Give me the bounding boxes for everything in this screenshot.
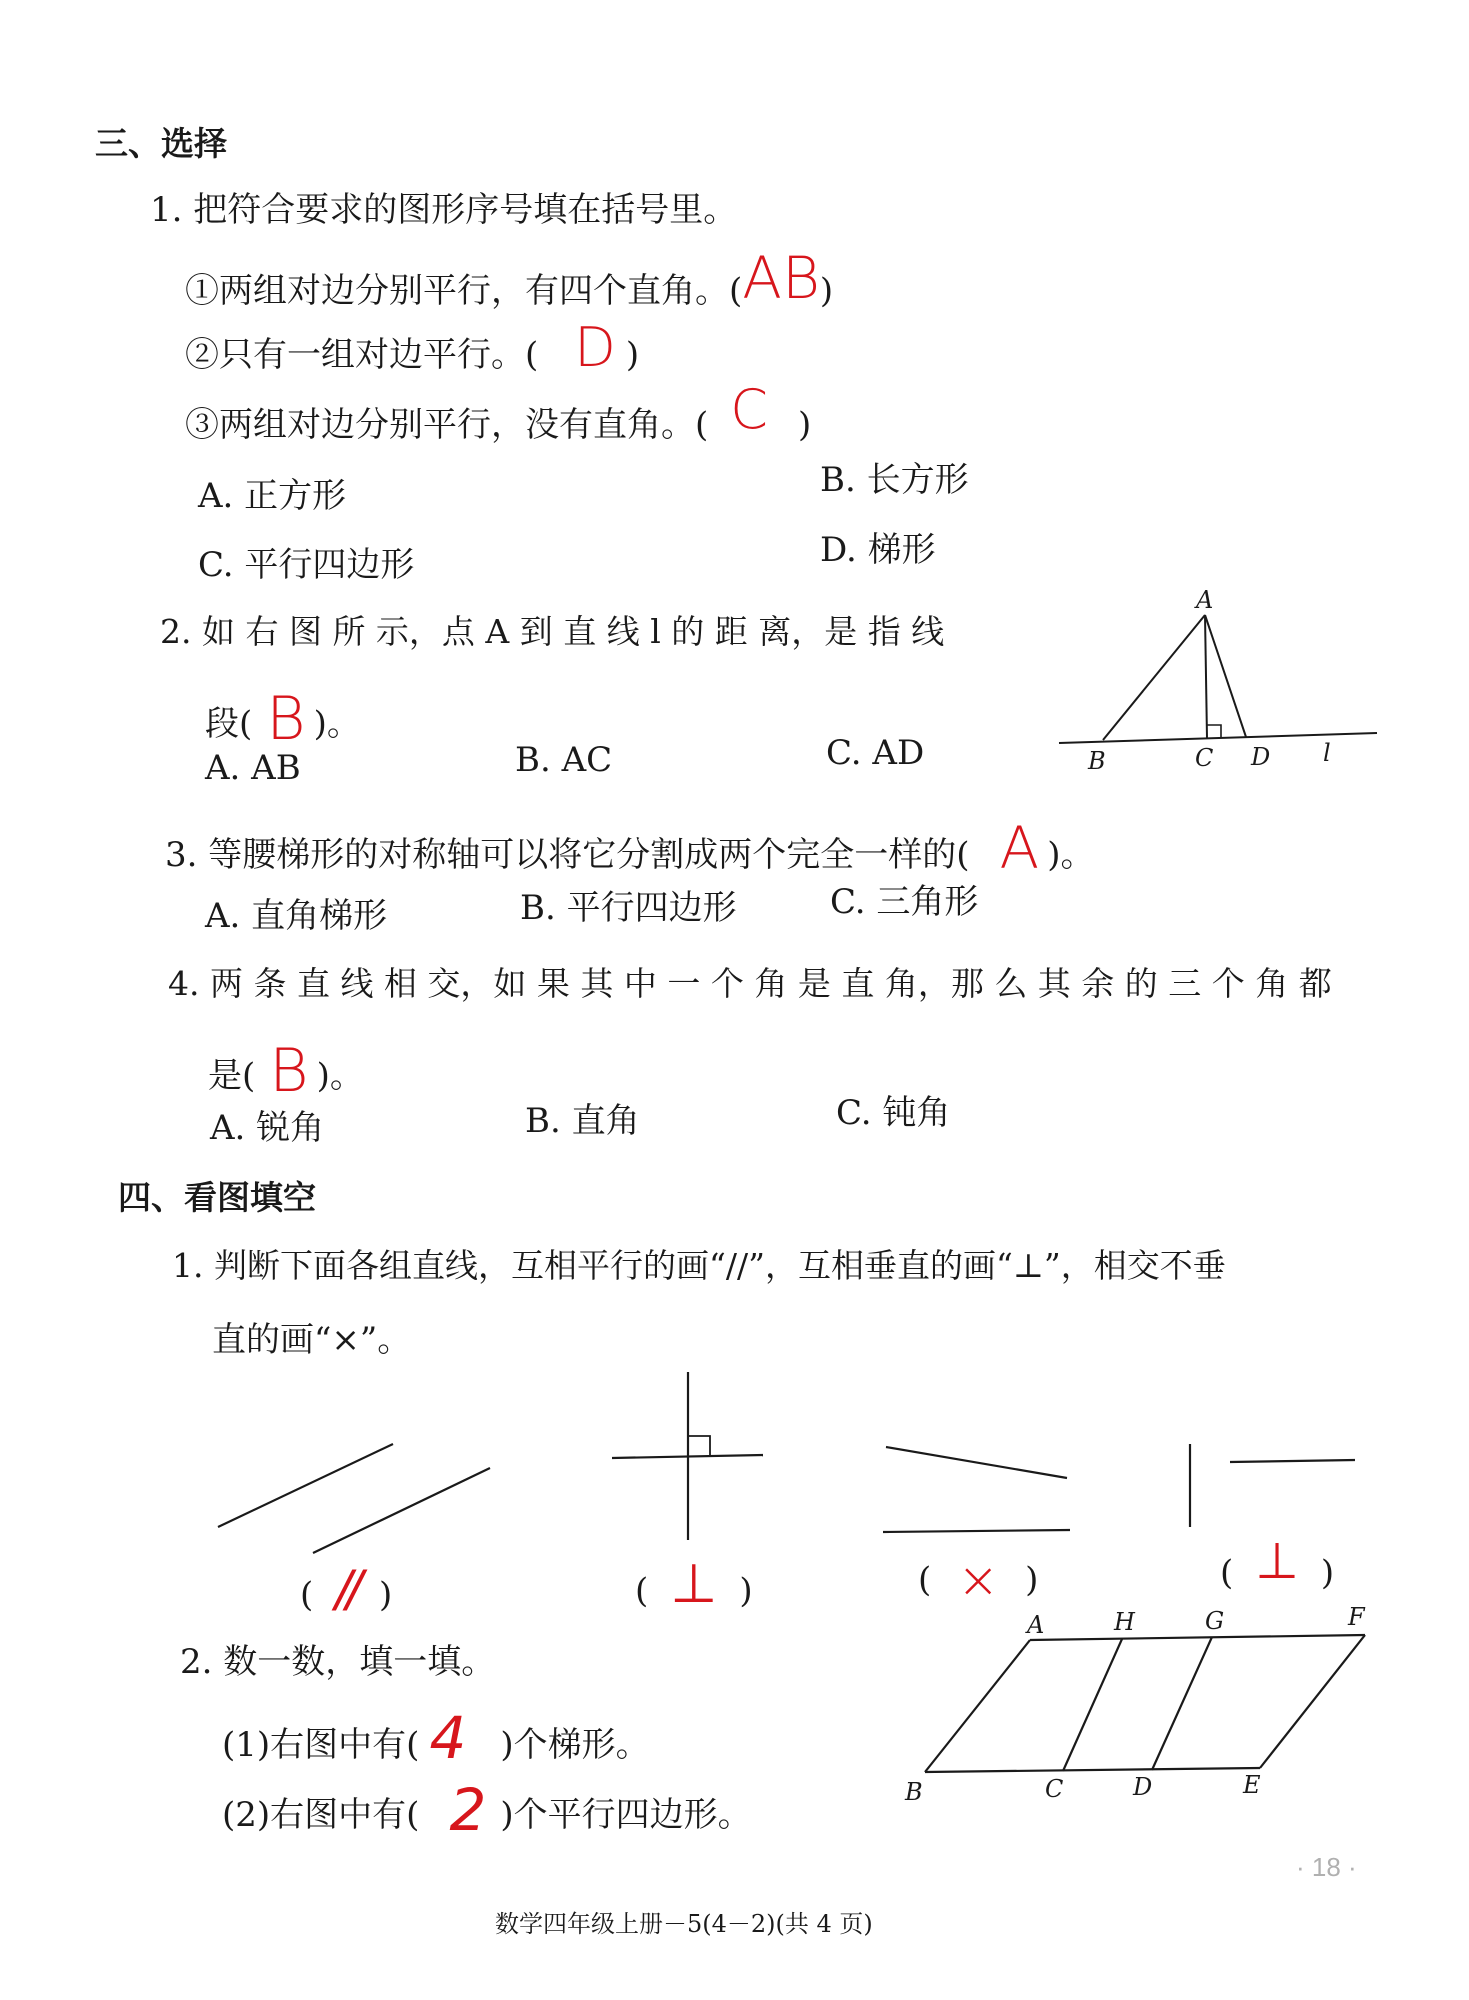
s4-q2-sub1-post: )个梯形。 xyxy=(500,1725,650,1765)
s4-q2-stem: 2. 数一数，填一填。 xyxy=(180,1642,496,1682)
q1-option-a: A. 正方形 xyxy=(198,476,347,516)
q2-label-b: B xyxy=(1088,747,1106,775)
paren-open: ( xyxy=(300,1575,314,1615)
q1-item-1-text: ①两组对边分别平行，有四个直角。( xyxy=(185,271,743,311)
lines-answer-2-value: ⊥ xyxy=(670,1552,718,1615)
q2-label-d: D xyxy=(1251,743,1271,771)
q1-option-b: B. 长方形 xyxy=(820,460,969,500)
s4-q2-sub1-pre: (1)右图中有( xyxy=(222,1725,420,1765)
fig-label-c: C xyxy=(1045,1775,1064,1803)
lines-answer-4-value: ⊥ xyxy=(1255,1532,1299,1590)
q1-option-c: C. 平行四边形 xyxy=(198,545,415,585)
q2-label-c: C xyxy=(1195,744,1214,772)
q1-item-3 xyxy=(185,378,812,449)
s4-q2-sub1-answer: 4 xyxy=(429,1704,467,1772)
lines-group-4-perpendicular xyxy=(1180,1440,1360,1530)
q4-option-c: C. 钝角 xyxy=(836,1093,951,1133)
q1-option-d: D. 梯形 xyxy=(820,530,936,570)
q2-answer: B xyxy=(266,684,306,754)
q2-option-a: A. AB xyxy=(205,748,301,788)
page-number: · 18 · xyxy=(1296,1852,1357,1882)
q1-item-2-close: ) xyxy=(625,335,640,375)
lines-answer-2 xyxy=(635,1552,753,1615)
q3-option-c: C. 三角形 xyxy=(830,882,979,922)
q2-line2-post: )。 xyxy=(313,704,361,744)
q3-option-a: A. 直角梯形 xyxy=(205,896,388,936)
lines-answer-4 xyxy=(1220,1532,1335,1596)
q4-answer: B xyxy=(269,1036,309,1106)
q1-stem: 1. 把符合要求的图形序号填在括号里。 xyxy=(150,190,738,230)
q2-option-c: C. AD xyxy=(826,733,925,773)
q2-label-l: l xyxy=(1323,739,1331,767)
fig-label-g: G xyxy=(1205,1607,1225,1635)
q1-item-2 xyxy=(185,316,639,379)
s4-q2-sub2-answer: 2 xyxy=(449,1776,487,1844)
q4-line2-post: )。 xyxy=(316,1056,364,1096)
lines-answer-1 xyxy=(300,1560,392,1618)
lines-answer-3-value: × xyxy=(957,1551,1000,1609)
q2-line2 xyxy=(205,680,361,754)
s4-q2-sub2-pre: (2)右图中有( xyxy=(222,1795,420,1835)
q1-item-3-answer: C xyxy=(730,378,768,441)
parallelogram-figure xyxy=(900,1600,1380,1815)
q4-line2-pre: 是( xyxy=(208,1056,256,1096)
q4-stem: 4. 两 条 直 线 相 交，如 果 其 中 一 个 角 是 直 角，那 么 其 余 的 三 个 角 都 xyxy=(168,964,1332,1003)
q2-line2-pre: 段( xyxy=(205,704,253,744)
q2-segment-ad xyxy=(1205,615,1246,737)
q1-item-1 xyxy=(185,244,834,316)
paren-close: ) xyxy=(378,1575,393,1615)
q3-option-b: B. 平行四边形 xyxy=(520,888,737,928)
s4-q2-sub2 xyxy=(222,1772,752,1844)
fig-label-f: F xyxy=(1348,1603,1365,1631)
q2-stem: 2. 如 右 图 所 示，点 A 到 直 线 l 的 距 离，是 指 线 xyxy=(160,612,945,651)
q2-triangle-figure xyxy=(1055,585,1385,775)
s4-q1-stem-line1: 1. 判断下面各组直线，互相平行的画“//”，互相垂直的画“⊥”，相交不垂 xyxy=(172,1246,1226,1285)
paren-close: ) xyxy=(1320,1553,1335,1593)
q1-item-2-answer: D xyxy=(574,316,616,379)
paren-close: ) xyxy=(739,1571,753,1611)
q3-stem xyxy=(165,812,1094,880)
fig-label-a: A xyxy=(1027,1611,1045,1639)
q3-stem-post: )。 xyxy=(1047,835,1095,875)
q1-item-1-answer: AB xyxy=(742,244,820,312)
fig-label-h: H xyxy=(1114,1608,1135,1636)
s4-q2-sub1 xyxy=(222,1702,650,1770)
lines-group-3-intersecting xyxy=(880,1440,1080,1535)
fig-label-e: E xyxy=(1243,1771,1261,1799)
q2-segment-ab xyxy=(1103,615,1205,740)
q2-label-a: A xyxy=(1196,586,1214,614)
fig-label-b: B xyxy=(905,1778,923,1806)
q2-segment-ac xyxy=(1205,615,1207,738)
q2-option-b: B. AC xyxy=(515,740,613,780)
lines-answer-3 xyxy=(918,1545,1039,1609)
q3-answer: A xyxy=(999,814,1040,882)
q3-stem-pre: 3. 等腰梯形的对称轴可以将它分割成两个完全一样的( xyxy=(165,835,970,875)
s4-q1-stem-line2: 直的画“×”。 xyxy=(212,1320,412,1360)
s4-q2-sub2-post: )个平行四边形。 xyxy=(500,1795,752,1835)
paren-close: ) xyxy=(1025,1560,1039,1600)
q1-item-2-text: ②只有一组对边平行。( xyxy=(185,335,539,375)
q1-item-1-close: ) xyxy=(819,271,834,311)
footer-text: 数学四年级上册－5(4－2)(共 4 页) xyxy=(495,1910,873,1938)
lines-group-1-parallel xyxy=(215,1440,495,1560)
paren-open: ( xyxy=(635,1571,649,1611)
fig-label-d: D xyxy=(1133,1773,1153,1801)
q1-item-3-close: ) xyxy=(797,405,812,445)
q2-right-angle-mark xyxy=(1207,725,1221,738)
q4-option-b: B. 直角 xyxy=(525,1101,640,1141)
q4-option-a: A. 锐角 xyxy=(210,1108,325,1148)
section-3-heading: 三、选择 xyxy=(95,124,227,163)
lines-group-2-perpendicular xyxy=(610,1370,770,1545)
paren-open: ( xyxy=(1220,1553,1234,1593)
q4-line2 xyxy=(208,1032,364,1106)
section-4-heading: 四、看图填空 xyxy=(118,1178,316,1217)
q1-item-3-text: ③两组对边分别平行，没有直角。( xyxy=(185,405,709,445)
paren-open: ( xyxy=(918,1560,932,1600)
lines-answer-1-value: // xyxy=(335,1560,357,1618)
